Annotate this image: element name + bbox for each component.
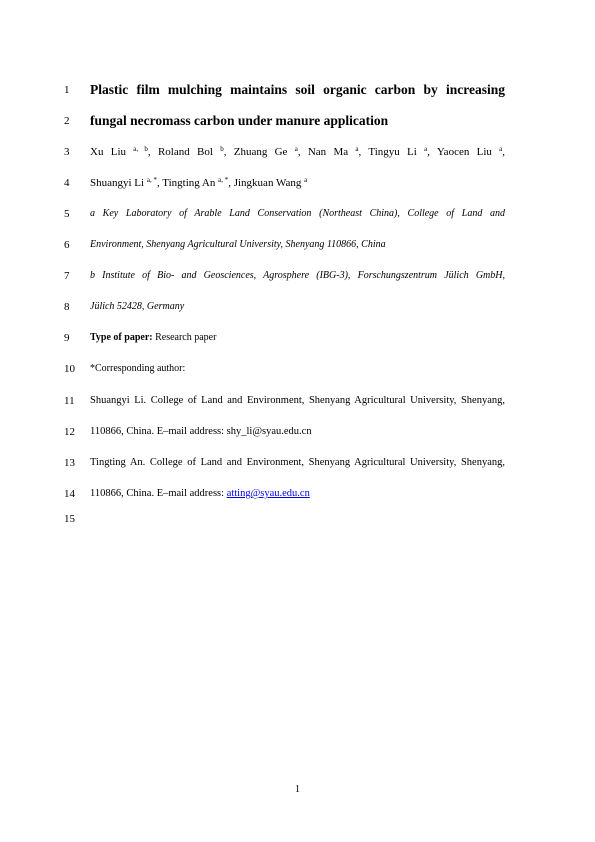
line-number: 15 bbox=[64, 513, 75, 525]
line-number: 4 bbox=[64, 177, 70, 189]
paper-title-line-2: fungal necromass carbon under manure application bbox=[90, 113, 389, 128]
author: Yaocen Liu $^a$, bbox=[436, 145, 506, 158]
email-link[interactable]: atting@syau.edu.cn bbox=[226, 488, 310, 499]
line-number: 6 bbox=[64, 239, 70, 251]
line-number: 11 bbox=[64, 395, 75, 407]
corresponding-1-line-1: Shuangyi Li. College of Land and Environment, Shenyang Agricultural University, Shenyang, bbox=[90, 395, 505, 406]
line-number: 10 bbox=[64, 363, 75, 375]
author-list-line-1 bbox=[90, 145, 505, 159]
corresponding-2-line-2: 110866, China. E–mail address: atting@syau.edu.cn bbox=[90, 488, 310, 499]
author: Tingting An $^{a, *}$, bbox=[162, 176, 231, 189]
line-number: 14 bbox=[64, 488, 75, 500]
line-number: 8 bbox=[64, 301, 70, 313]
paper-title-line-1: Plastic film mulching maintains soil organic carbon by increasing bbox=[90, 82, 505, 97]
author: Jingkuan Wang $^a$ bbox=[233, 176, 308, 189]
corresponding-2-line-1: Tingting An. College of Land and Environment, Shenyang Agricultural University, Shenyang, bbox=[90, 457, 505, 468]
author: Xu Liu $^{a, b}$, bbox=[90, 145, 151, 158]
corresponding-1-line-2: 110866, China. E–mail address: shy_li@syau.edu.cn bbox=[90, 426, 312, 437]
affiliation-a-line-1: a Key Laboratory of Arable Land Conservation (Northeast China), College of Land and bbox=[90, 208, 505, 219]
line-number: 9 bbox=[64, 332, 70, 344]
paper-type-value: Research paper bbox=[152, 332, 217, 343]
line-number: 1 bbox=[64, 84, 70, 96]
corresponding-label: *Corresponding author: bbox=[90, 363, 186, 374]
author: Zhuang Ge $^a$, bbox=[233, 145, 301, 158]
author-list-line-2 bbox=[90, 176, 505, 190]
author: Nan Ma $^a$, bbox=[307, 145, 362, 158]
author: Tingyu Li $^a$, bbox=[368, 145, 430, 158]
paper-type-label: Type of paper: bbox=[90, 332, 153, 343]
page-number: 1 bbox=[295, 784, 300, 795]
line-number: 5 bbox=[64, 208, 70, 220]
line-number: 7 bbox=[64, 270, 70, 282]
line-number: 2 bbox=[64, 115, 70, 127]
paper-type bbox=[90, 331, 505, 345]
author: Roland Bol $^b$, bbox=[157, 145, 227, 158]
line-number: 13 bbox=[64, 457, 75, 469]
line-number: 3 bbox=[64, 146, 70, 158]
affiliation-b-line-1: b Institute of Bio- and Geosciences, Agrosphere (IBG-3), Forschungszentrum Jülich GmbH, bbox=[90, 270, 505, 281]
affiliation-b-line-2: Jülich 52428, Germany bbox=[90, 301, 185, 312]
author: Shuangyi Li $^{a, *}$, bbox=[90, 176, 160, 189]
line-number: 12 bbox=[64, 426, 75, 438]
affiliation-a-line-2: Environment, Shenyang Agricultural University, Shenyang 110866, China bbox=[90, 239, 386, 250]
